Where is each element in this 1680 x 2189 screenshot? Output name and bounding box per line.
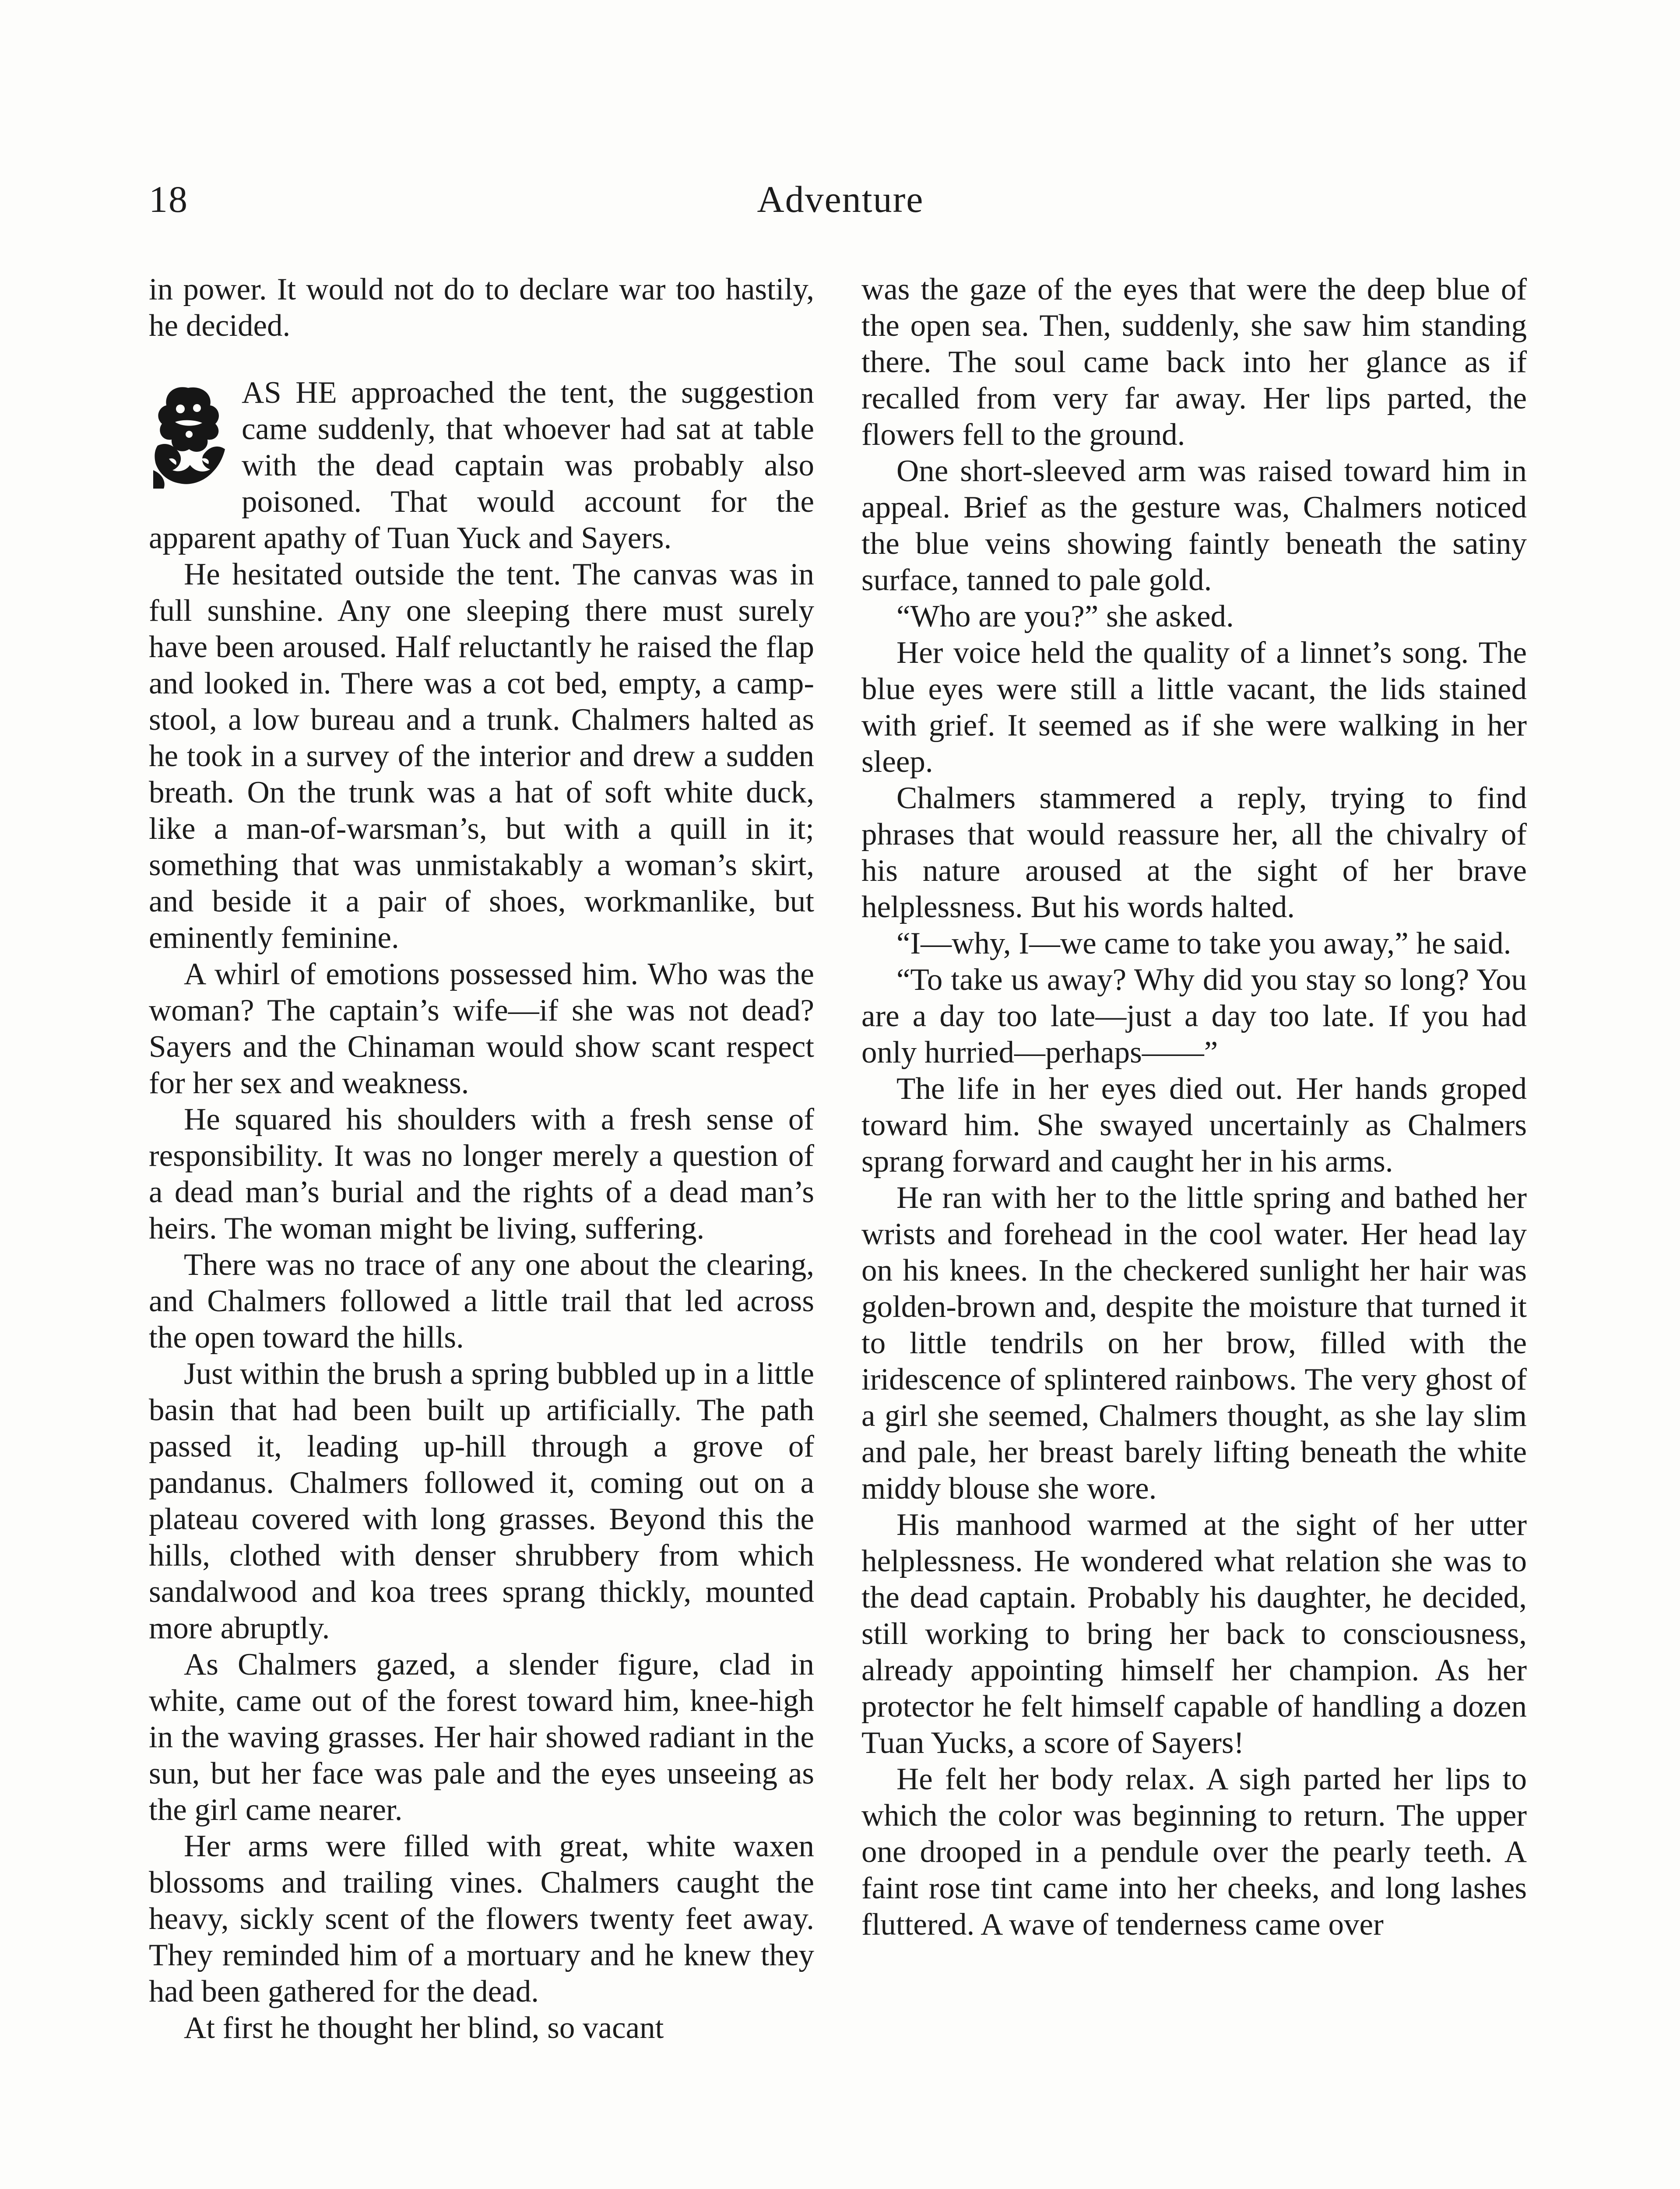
paragraph: He hesitated outside the tent. The canvas was in full sunshine. Any one sleeping there must surely have been aroused. Half reluctantly he raised the flap and looked in. There was a cot bed, empty, a camp-stool, a low bureau and a trunk. Chalmers halted as he took in a survey of the interior and drew a sudden breath. On the trunk was a hat of soft white duck, like a man-of-warsman’s, but with a quill in it; something that was unmistakably a woman’s skirt, and beside it a pair of shoes, workmanlike, but eminently feminine.	[149, 557, 814, 955]
paragraph: The life in her eyes died out. Her hands groped toward him. She swayed uncertainly as Chalmers sprang forward and caught her in his arms.	[861, 1072, 1527, 1179]
paragraph: “Who are you?” she asked.	[896, 599, 1234, 633]
paragraph: Just within the brush a spring bubbled up in a little basin that had been built up artificially. The path passed it, leading up-hill through a grove of pandanus. Chalmers followed it, coming out on a plateau covered with long grasses. Beyond this the hills, clothed with denser shrubbery from which sandalwood and koa trees sprang thickly, mounted more abruptly.	[149, 1357, 814, 1645]
paragraph: Chalmers stammered a reply, trying to find phrases that would reassure her, all the chivalry of his nature aroused at the sight of her brave helplessness. But his words halted.	[861, 781, 1527, 924]
paragraph: Her arms were filled with great, white waxen blossoms and trailing vines. Chalmers caught the heavy, sickly scent of the flowers twenty feet away. They reminded him of a mortuary and he knew they had been gathered for the dead.	[149, 1829, 814, 2009]
paragraph-with-dropcap	[149, 375, 814, 556]
paragraph: in power. It would not do to declare war too hastily, he decided.	[149, 272, 814, 343]
paragraph: He squared his shoulders with a fresh sense of responsibility. It was no longer merely a question of a dead man’s burial and the rights of a dead man’s heirs. The woman might be living, suffering.	[149, 1102, 814, 1246]
paragraph: His manhood warmed at the sight of her utter helplessness. He wondered what relation she was to the dead captain. Probably his daughter, he decided, still working to bring her back to consciousness, already appointing himself her champion. As her protector he felt himself capable of handling a dozen Tuan Yucks, a score of Sayers!	[861, 1508, 1527, 1760]
ornamental-dropcap-icon	[149, 380, 228, 489]
paragraph: He ran with her to the little spring and bathed her wrists and forehead in the cool water. Her head lay on his knees. In the checkered sunlight her hair was golden-brown and, despite the moisture that turned it to little tendrils on her brow, filled with the iridescence of splintered rainbows. The very ghost of a girl she seemed, Chalmers thought, as she lay slim and pale, her breast barely lifting beneath the white middy blouse she wore.	[861, 1181, 1527, 1506]
paragraph: He felt her body relax. A sigh parted her lips to which the color was beginning to return. The upper one drooped in a pendule over the pearly teeth. A faint rose tint came into her cheeks, and long lashes fluttered. A wave of tenderness came over	[861, 1762, 1527, 1942]
paragraph: “To take us away? Why did you stay so long? You are a day too late—just a day too late. If you had only hurried—perhaps——”	[861, 963, 1527, 1070]
paragraph: “I—why, I—we came to take you away,” he said.	[896, 926, 1511, 961]
paragraph: was the gaze of the eyes that were the deep blue of the open sea. Then, suddenly, she saw him standing there. The soul came back into her glance as if recalled from very far away. Her lips parted, the flowers fell to the ground.	[861, 272, 1527, 452]
right-column	[861, 271, 1527, 2189]
page-header	[149, 173, 1532, 234]
running-title: Adventure	[757, 178, 924, 220]
paragraph: As Chalmers gazed, a slender figure, clad in white, came out of the forest toward him, knee-high in the waving grasses. Her hair showed radiant in the sun, but her face was pale and the eyes unseeing as the girl came nearer.	[149, 1647, 814, 1827]
paragraph: There was no trace of any one about the clearing, and Chalmers followed a little trail that led across the open toward the hills.	[149, 1248, 814, 1355]
section-break	[149, 344, 814, 375]
page-number: 18	[149, 178, 188, 220]
paragraph: Her voice held the quality of a linnet’s song. The blue eyes were still a little vacant, the lids stained with grief. It seemed as if she were walking in her sleep.	[861, 636, 1527, 779]
paragraph: A whirl of emotions possessed him. Who was the woman? The captain’s wife—if she was not dead? Sayers and the Chinaman would show scant respect for her sex and weakness.	[149, 957, 814, 1100]
paragraph: At first he thought her blind, so vacant	[184, 2011, 664, 2045]
paragraph: One short-sleeved arm was raised toward him in appeal. Brief as the gesture was, Chalmers noticed the blue veins showing faintly beneath the satiny surface, tanned to pale gold.	[861, 454, 1527, 597]
paragraph-text: AS HE approached the tent, the suggestion came suddenly, that whoever had sat at table with the dead captain was probably also poisoned. That would account for the apparent apathy of Tuan Yuck and Sayers.	[149, 376, 814, 555]
left-column	[149, 271, 814, 2189]
